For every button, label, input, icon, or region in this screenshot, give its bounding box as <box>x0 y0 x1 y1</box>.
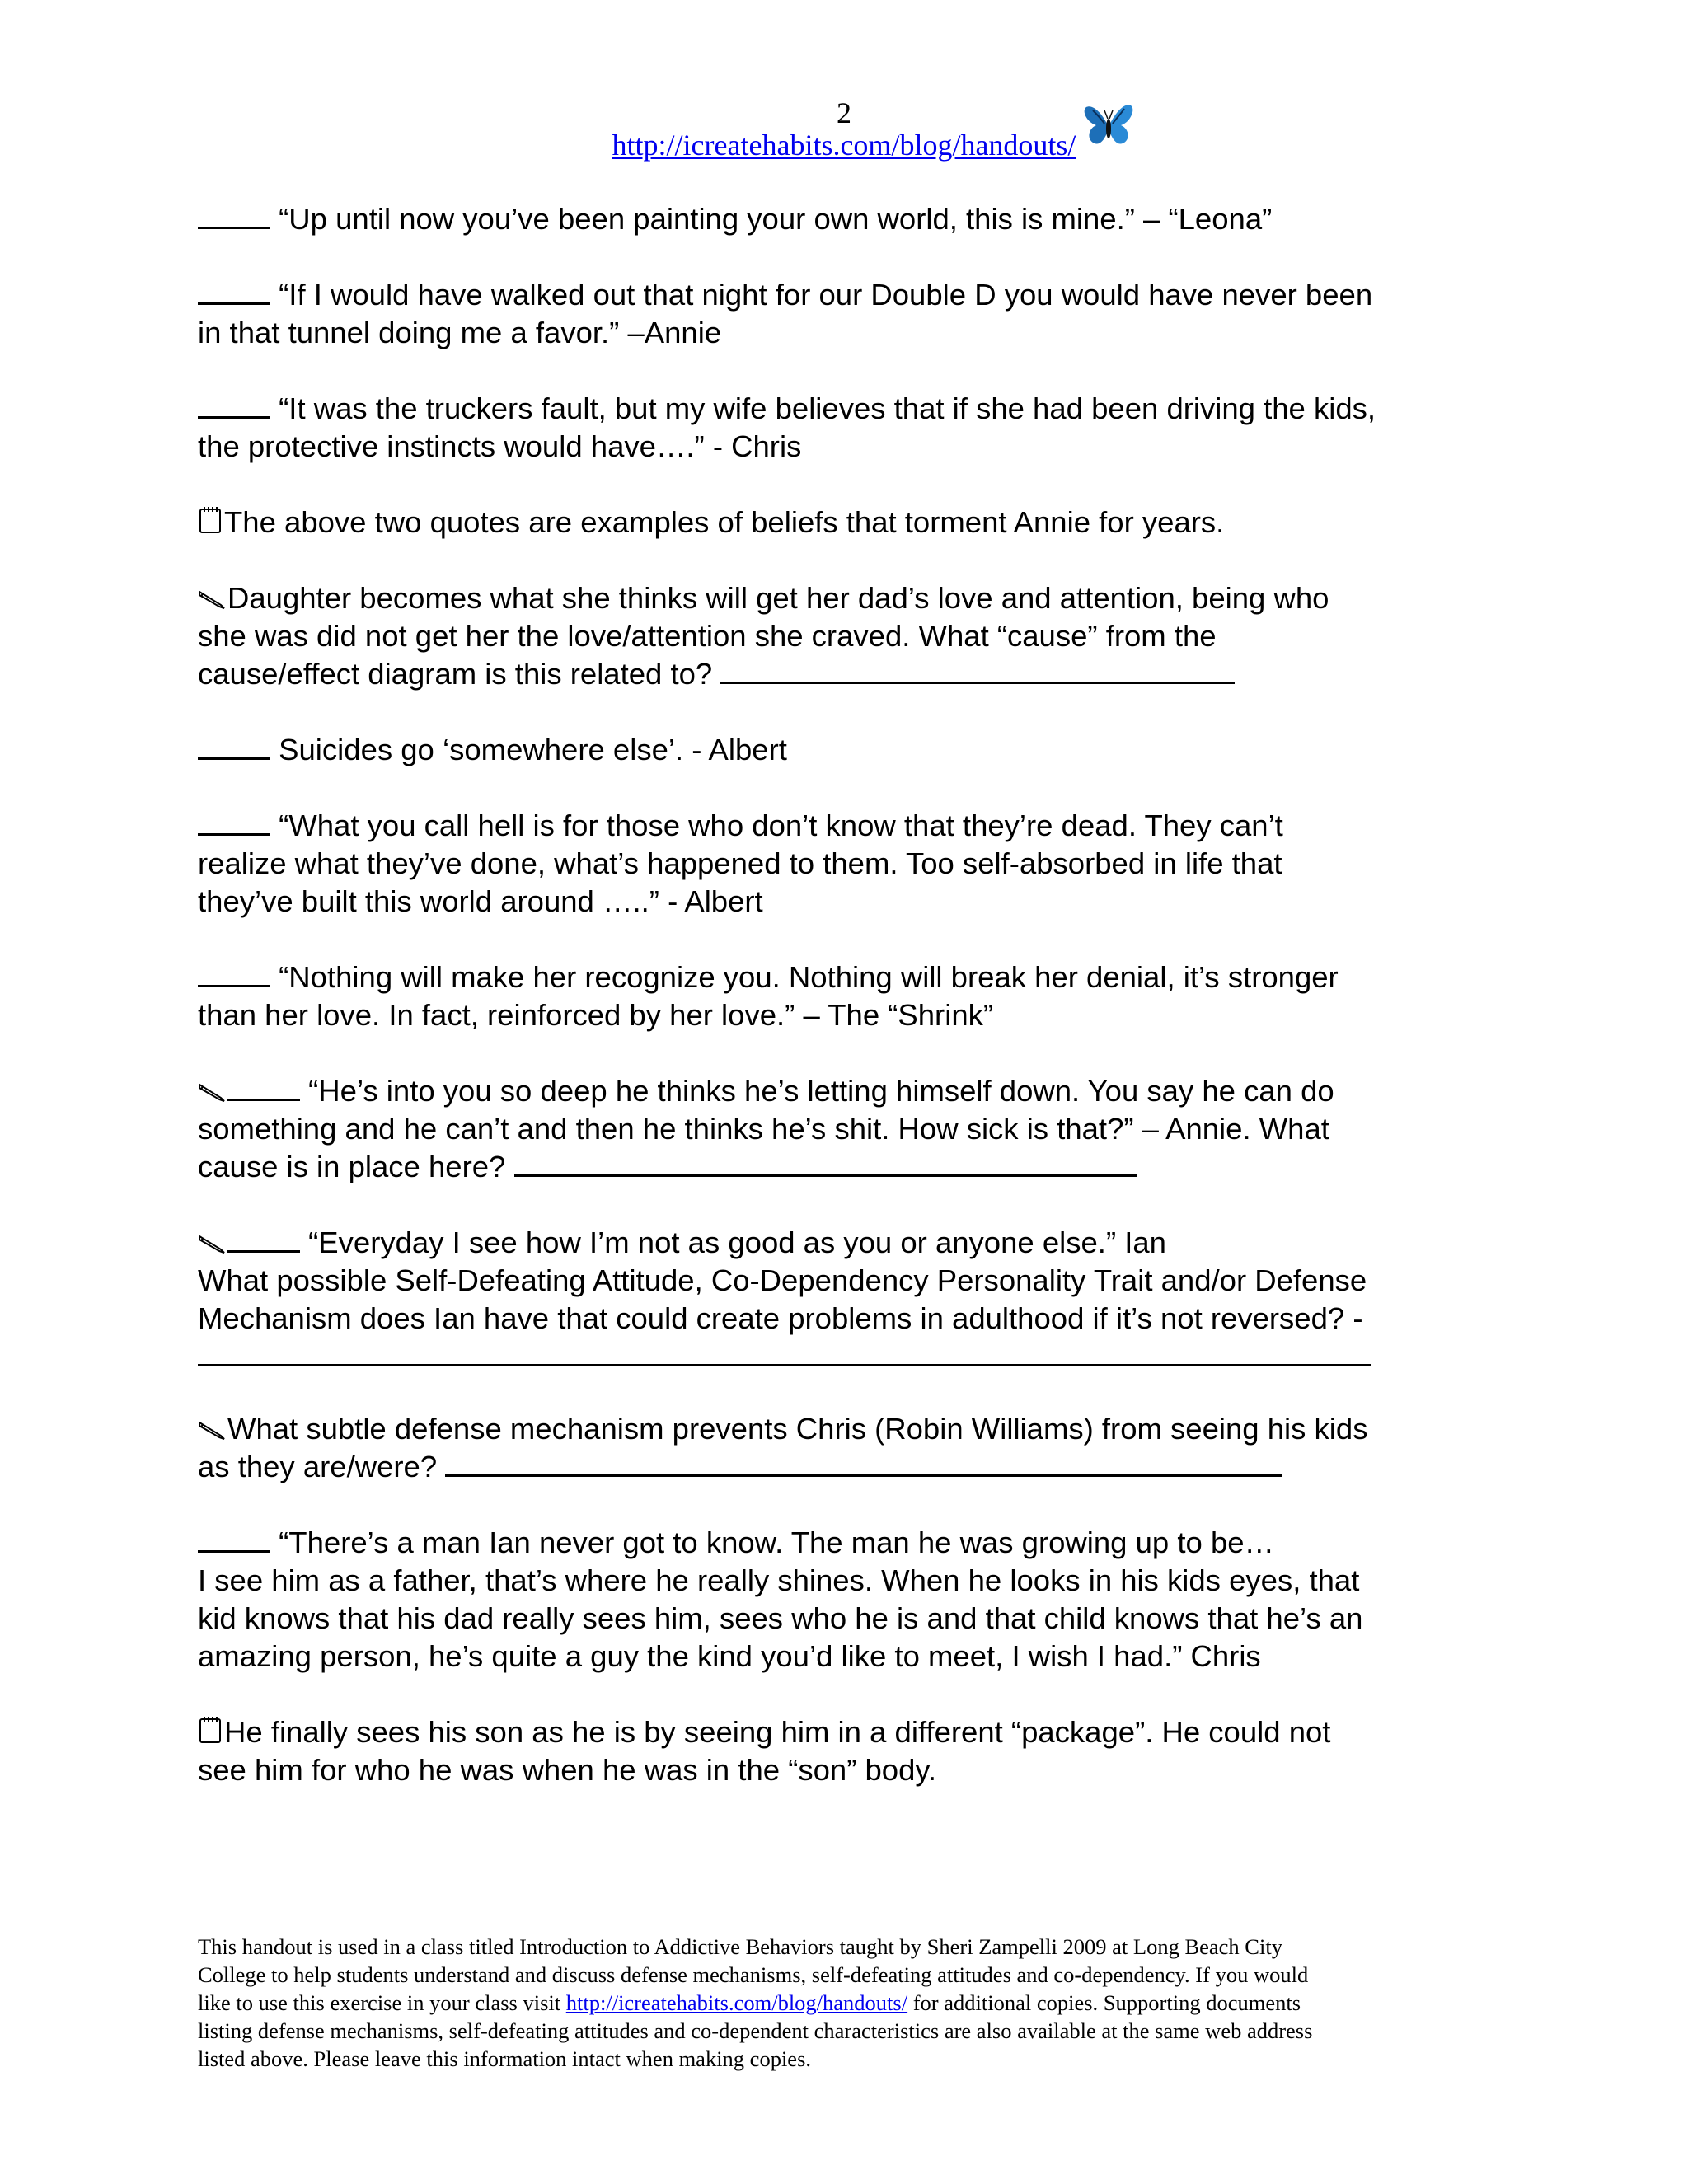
quote-albert-hell: “What you call hell is for those who don’t know that they’re dead. They can’t realize what they’ve done, what’s happened to them. Too self-absorbed in life that they’ve built this world around …..” - Albert <box>198 808 1283 918</box>
answer-blank[interactable] <box>227 1226 300 1253</box>
question-ian-attitude: “Everyday I see how I’m not as good as you or anyone else.” Ian What possible Self-Defeating Attitude, Co-Dependency Personality Trait and/or Defense Mechanism does Ian have that could create problems in adulthood if it’s not reversed? - <box>198 1224 1525 1376</box>
notepad-icon <box>198 504 223 534</box>
butterfly-icon <box>1081 99 1136 153</box>
answer-blank[interactable] <box>198 278 270 305</box>
pencil-icon <box>198 1419 226 1441</box>
page-number: 2 <box>837 96 851 129</box>
answer-blank[interactable] <box>198 808 270 836</box>
header-handouts-link[interactable]: http://icreatehabits.com/blog/handouts/ <box>612 129 1076 162</box>
question-daughter-cause: Daughter becomes what she thinks will get her dad’s love and attention, being who she was did not get her the love/attention she craved. What “cause” from the cause/effect diagram is this related to? <box>198 581 1329 691</box>
answer-blank[interactable] <box>198 202 270 229</box>
pencil-icon <box>198 1081 226 1103</box>
quote-albert-suicides: Suicides go ‘somewhere else’. - Albert <box>198 731 1525 769</box>
answer-blank[interactable] <box>198 733 270 760</box>
question-annie-cause: “He’s into you so deep he thinks he’s letting himself down. You say he can do something and he can’t and then he thinks he’s shit. How sick is that?” – Annie. What cause is in place here? <box>198 1074 1334 1183</box>
pencil-icon <box>198 588 226 610</box>
note-two-quotes: The above two quotes are examples of beliefs that torment Annie for years. <box>198 504 1525 541</box>
notepad-icon <box>198 1714 223 1744</box>
answer-blank[interactable] <box>198 1526 270 1553</box>
pencil-icon <box>198 1233 226 1254</box>
quote-annie-double-d: “If I would have walked out that night for our Double D you would have never been in that tunnel doing me a favor.” –Annie <box>198 278 1373 349</box>
answer-blank[interactable] <box>227 1074 300 1101</box>
question-chris-defense: What subtle defense mechanism prevents Chris (Robin Williams) from seeing his kids as they are/were? <box>198 1412 1368 1483</box>
note-son-package: He finally sees his son as he is by seeing him in a different “package”. He could not see him for who he was when he was in the “son” body. <box>198 1715 1331 1787</box>
answer-blank[interactable] <box>198 960 270 987</box>
page-header <box>0 97 1688 162</box>
quote-shrink: “Nothing will make her recognize you. Nothing will break her denial, it’s stronger than her love. In fact, reinforced by her love.” – The “Shrink” <box>198 960 1339 1032</box>
answer-line[interactable] <box>720 657 1235 684</box>
quote-chris-trucker: “It was the truckers fault, but my wife believes that if she had been driving the kids, the protective instincts would have….” - Chris <box>198 391 1376 463</box>
footer-handouts-link[interactable]: http://icreatehabits.com/blog/handouts/ <box>565 1990 908 2015</box>
handout-footer: This handout is used in a class titled Introduction to Addictive Behaviors taught by Sheri Zampelli 2009 at Long Beach City College to help students understand and discuss defense mechanisms, self-defeating attitudes and co-dependency. If you would like to use this exercise in your class visit http://icreatehabits.com/blog/handouts/ for additional copies. Supporting documents listing defense mechanisms, self-defeating attitudes and co-dependent characteristics are also available at the same web address listed above. Please leave this information intact when making copies. <box>198 1934 1313 2071</box>
answer-blank[interactable] <box>198 391 270 419</box>
quote-chris-father: “There’s a man Ian never got to know. The man he was growing up to be… I see him as a father, that’s where he really shines. When he looks in his kids eyes, that kid knows that his dad really sees him, sees who he is and that child knows that he’s an amazing person, he’s quite a guy the kind you’d like to meet, I wish I had.” Chris <box>198 1526 1363 1673</box>
quote-leona: “Up until now you’ve been painting your own world, this is mine.” – “Leona” <box>198 200 1525 238</box>
answer-line[interactable] <box>445 1450 1282 1477</box>
answer-line[interactable] <box>514 1150 1137 1177</box>
answer-line[interactable] <box>198 1339 1372 1366</box>
